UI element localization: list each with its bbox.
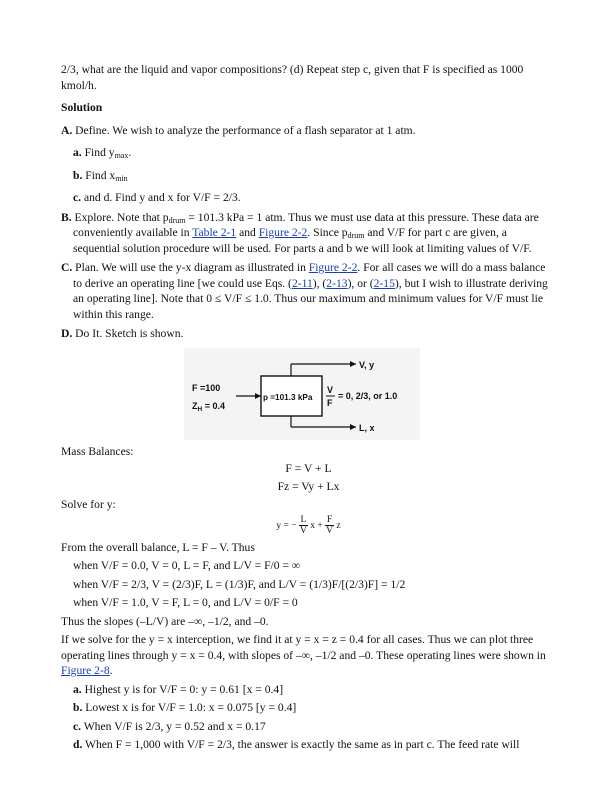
item-subscript: min — [115, 173, 128, 183]
step-b — [61, 210, 556, 257]
fraction-l-over-v — [299, 515, 308, 536]
item-subscript: max — [114, 151, 129, 160]
zh-value: = 0.4 — [202, 400, 225, 411]
figure-2-2-link[interactable]: Figure 2-2 — [308, 261, 358, 274]
step-d — [61, 326, 556, 342]
intro-paragraph: 2/3, what are the liquid and vapor compositions? (d) Repeat step c, given that F is specified as 1000 kmol/h. — [61, 63, 524, 92]
step-d-text: Do It. Sketch is shown. — [72, 327, 184, 340]
step-a-item-b — [61, 168, 556, 184]
item-text: Find y — [81, 146, 115, 159]
step-c-text: Plan. We will use the y-x diagram as illustrated in — [72, 261, 309, 274]
answer-a — [61, 682, 556, 698]
vapor-outlet-label: V, y — [359, 359, 375, 370]
answer-label: c. — [73, 719, 82, 733]
answer-label: b. — [73, 701, 83, 714]
zh-label: Z — [192, 400, 198, 411]
fraction-numerator: F — [326, 514, 333, 525]
answer-c — [61, 719, 556, 735]
step-a-item-c — [61, 190, 556, 206]
equation-component: Fz = Vy + Lx — [277, 479, 340, 493]
step-a-text: Define. We wish to analyze the performance of a flash separator at 1 atm. — [72, 123, 416, 137]
case-line: when V/F = 0.0, V = 0, L = F, and L/V = F/0 = ∞ — [73, 559, 301, 572]
step-b-text: and V/F for part c are given, a sequential solution procedure will be used. For parts a and b we will look at limiting values of V/F. — [73, 226, 532, 255]
intercept-text: If we solve for the y = x interception, we find it at y = x = z = 0.4 for all cases. Thus we can plot three operating lines through y = x = 0.4, with slopes of –∞, –1/2 and –0. These operating lines were shown in — [61, 633, 546, 662]
step-b-text: Explore. Note that p — [71, 210, 169, 224]
equation-total: F = V + L — [285, 462, 332, 475]
step-c-text: ), but I wish to illustrate deriving an operating line]. Note that 0 ≤ V/F ≤ 1.0. Thus our maximum and minimum values for V/F must lie within this range. — [73, 276, 548, 321]
step-c-label: C. — [61, 261, 73, 274]
eq-2-11-link[interactable]: 2-11 — [291, 276, 313, 290]
step-a-item-a — [61, 145, 556, 161]
case-line: when V/F = 2/3, V = (2/3)F, L = (1/3)F, and L/V = (1/3)F/[(2/3)F] = 1/2 — [73, 577, 406, 591]
table-2-1-link[interactable]: Table 2-1 — [192, 226, 237, 239]
answer-text: Highest y is for V/F = 0: y = 0.61 [x = 0.4] — [81, 682, 284, 696]
operating-line-equation — [61, 515, 556, 537]
step-c-text: . For all cases we will do a mass balance to derive an operating line [we could use Eqs. ( — [73, 261, 546, 290]
mass-balances-label: Mass Balances: — [61, 444, 134, 458]
slopes-statement: Thus the slopes (–L/V) are –∞, –1/2, and –0. — [61, 614, 269, 628]
step-c — [61, 260, 556, 322]
solve-label: Solve for y: — [61, 498, 116, 511]
case-line: when V/F = 1.0, V = F, L = 0, and L/V = 0/F = 0 — [73, 596, 298, 609]
step-c-text: ), ( — [312, 276, 327, 290]
answer-d — [61, 737, 556, 753]
answer-label: a. — [73, 682, 82, 696]
intercept-paragraph — [61, 632, 556, 679]
overall-balance: From the overall balance, L = F – V. Thus — [61, 540, 255, 554]
step-a — [61, 123, 556, 139]
fraction-f-over-v — [325, 515, 334, 536]
eq-mid: x + — [307, 520, 326, 531]
fraction-denominator: V — [300, 525, 307, 536]
vf-numerator: V — [327, 384, 334, 395]
answer-text: When F = 1,000 with V/F = 2/3, the answer is exactly the same as in part c. The feed rate will — [82, 738, 520, 751]
eq-end: z — [333, 520, 341, 531]
answer-label: d. — [73, 738, 83, 751]
eq-lhs: y = − — [276, 520, 297, 531]
step-c-text: ), or ( — [347, 276, 374, 290]
eq-2-15-link[interactable]: 2-15 — [373, 276, 395, 290]
item-label: a. — [73, 146, 82, 159]
step-a-label: A. — [61, 123, 73, 137]
document-page — [61, 62, 556, 753]
figure-2-8-link[interactable]: Figure 2-8 — [61, 664, 110, 677]
step-d-label: D. — [61, 327, 73, 340]
answer-text: When V/F is 2/3, y = 0.52 and x = 0.17 — [81, 719, 266, 733]
answer-b — [61, 700, 556, 716]
flash-drum-sketch — [184, 348, 420, 440]
vf-denominator: F — [327, 397, 333, 408]
step-b-label: B. — [61, 210, 72, 224]
step-b-text: . Since p — [307, 226, 348, 239]
subscript: drum — [168, 215, 186, 225]
fraction-denominator: V — [326, 525, 333, 536]
zh-subscript: H — [197, 405, 203, 413]
eq-2-13-link[interactable]: 2-13 — [326, 276, 348, 290]
item-label: c. — [73, 191, 82, 204]
item-text-end: . — [128, 146, 132, 159]
item-text: and d. Find y and x for V/F = 2/3. — [81, 191, 241, 204]
subscript: drum — [347, 231, 365, 240]
figure-2-2-link[interactable]: Figure 2-2 — [258, 226, 308, 239]
feed-label: F =100 — [192, 382, 221, 393]
solution-heading: Solution — [61, 101, 103, 114]
drum-pressure-label: p =101.3 kPa — [263, 392, 313, 402]
item-label: b. — [73, 168, 83, 182]
intercept-end: . — [109, 664, 113, 677]
fraction-numerator: L — [300, 514, 307, 525]
answer-text: Lowest x is for V/F = 1.0: x = 0.075 [y = 0.4] — [82, 701, 297, 714]
step-b-text: and — [236, 226, 259, 239]
vf-values: = 0, 2/3, or 1.0 — [338, 390, 398, 401]
step-b-text: = 101.3 kPa = 1 atm. Thus we must use data at this pressure. These data are conveniently available in — [73, 210, 539, 239]
item-text: Find x — [82, 168, 116, 182]
liquid-outlet-label: L, x — [359, 422, 375, 433]
